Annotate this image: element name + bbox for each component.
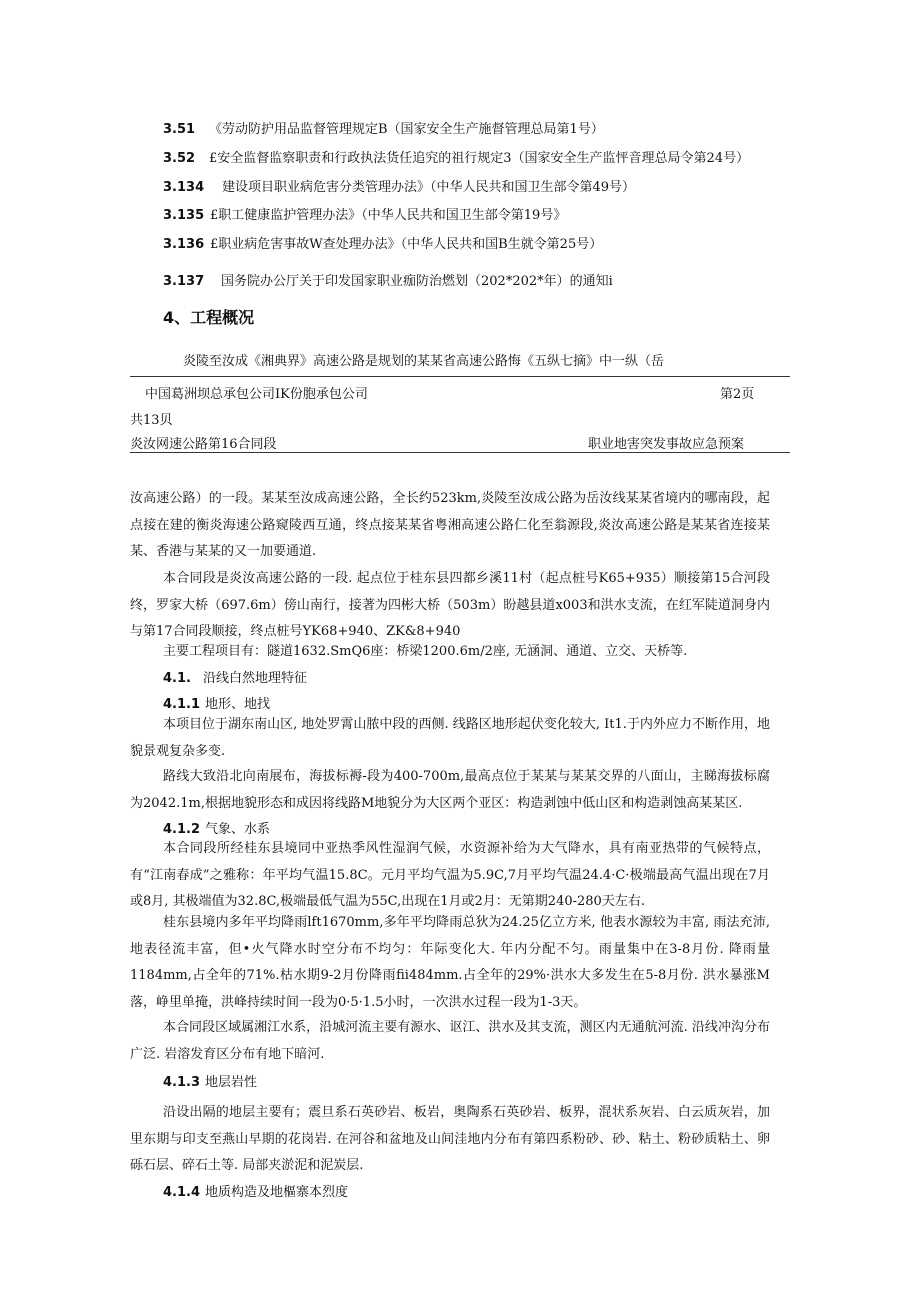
divider <box>130 452 790 453</box>
reference-item <box>163 204 566 223</box>
divider <box>130 376 790 377</box>
reference-text: 《劳动防护用品监督管理规定B（国家安全生产施督管理总局第1号） <box>209 122 604 137</box>
subsection-title: 地层岩性 <box>205 1075 258 1090</box>
subsection-number: 4.1.4 <box>163 1185 201 1200</box>
body-paragraph: 汝高速公路）的一段。某某至汝成高速公路，全长约523km,炎陵至汝成公路为岳汝线某某省境内的哪南段，起点接在建的衡炎海速公路窥陵西互通，终点接某某省粤湘高速公路仁化至翁源段,炎汝高速公路是某某省连接某某、香港与某某的又一加要通道. <box>130 491 770 559</box>
reference-text: £安全监督监察职责和行政执法货任追究的祖行规定3（国家安全生产监怦音理总局令第24号） <box>209 151 750 166</box>
body-paragraph: 本合同段所经桂东县境同中亚热季风性湿润气候，水资源补给为大气降水，具有南亚热带的气候特点，有“江南春成”之雅称：年平均气温15.8C。元月平均气温为5.9C,7月平均气温24.4·C·极端最高气温出现在7月或8月, 其极端值为32.8C,极端最低气温为55C,出现在1月或2月：无第期240-280天左右. <box>130 841 770 909</box>
subsection-number: 4.1.3 <box>163 1075 201 1090</box>
reference-number: 3.135 <box>163 208 205 223</box>
header-company: 中国葛洲坝总承包公司IK份胞承包公司 <box>145 387 368 402</box>
subsection-title: 气象、水系 <box>205 822 271 837</box>
subsection-heading <box>163 1181 348 1200</box>
subsection-heading <box>163 818 270 837</box>
subsection-title: 地形、地找 <box>205 697 271 712</box>
body-paragraph: 本合同段是炎汝高速公路的一段. 起点位于桂东县四都乡溪11村（起点桩号K65+935）顺接第15合河段终，罗家大桥（697.6m）傍山南行，接著为四彬大桥（503m）盼越县道x003和洪水支流，在红军陡道洞身内与第17合同段顺接，终点桩号YK68+940、ZK&8+940 <box>130 571 770 639</box>
subsection-heading <box>163 1071 257 1090</box>
subsection-number: 4.1. <box>163 671 191 686</box>
reference-number: 3.52 <box>163 151 196 166</box>
subsection-heading <box>163 693 270 712</box>
reference-text: £职工健康监护管理办法》（中华人民共和国卫生部令第19号》 <box>210 208 567 223</box>
reference-item <box>163 270 613 289</box>
subsection-number: 4.1.1 <box>163 697 201 712</box>
reference-number: 3.134 <box>163 180 205 195</box>
reference-text: 建设项目职业病危害分类管理办法》（中华人民共和国卫生部令第49号） <box>222 180 636 195</box>
reference-number: 3.137 <box>163 274 205 289</box>
reference-number: 3.136 <box>163 237 205 252</box>
header-contract: 炎汝网速公路第16合同段 <box>130 437 277 452</box>
header-total-pages: 共13贝 <box>130 413 173 428</box>
intro-paragraph: 炎陵至汝成《湘典界》高速公路是规划的某某省高速公路悔《五纵七摘》中一纵（岳 <box>183 354 665 369</box>
subsection-heading <box>163 667 307 686</box>
reference-item <box>163 233 602 252</box>
reference-text: 国务院办公厅关于印发国家职业痂防治燃划（202*202*年）的通知i <box>221 274 613 289</box>
body-paragraph: 路线大致沿北向南展布，海拔标褥-段为400-700m,最高点位于某某与某某交界的八面山，主睇海拔标腐为2042.1m,根据地貌形态和成因将线路M地貌分为大区两个亚区：构造剥蚀中低山区和构造剥蚀高某某区. <box>130 769 770 811</box>
reference-number: 3.51 <box>163 122 196 137</box>
section-heading: 4、工程概况 <box>163 308 255 327</box>
reference-item <box>163 176 635 195</box>
reference-text: £职业病危害事故W查处理办法》（中华人民共和国B生就令第25号） <box>210 237 603 252</box>
reference-item <box>163 147 749 166</box>
body-paragraph: 沿设出隔的地层主要有；震旦系石英砂岩、板岩，奥陶系石英砂岩、板界，混状系灰岩、白云质灰岩，加里东期与印支至燕山早期的花岗岩. 在河谷和盆地及山间洼地内分布有第四系粉砂、砂、粘土、粉砂质粘土、卵砾石层、碎石土等. 局部夹淤泥和泥炭层. <box>130 1105 770 1173</box>
body-paragraph: 本合同段区域属湘江水系，沿城河流主要有源水、讴江、洪水及其支流，测区内无通航河流. 沿线冲沟分布广泛. 岩溶发育区分布有地下暗河. <box>130 1020 770 1062</box>
subsection-title: 地质构造及地樞寨本烈度 <box>205 1185 349 1200</box>
body-paragraph: 桂东县境内多年平均降雨lft1670mm,多年平均降雨总狄为24.25亿立方米, 他表水源较为丰富, 雨法充沛, 地表径流丰富，但•火气降水时空分布不均匀：年际变化大. 年内分配不匀。雨量集中在3-8月份. 降雨量1184mm,占全年的71%.枯水期9-2月份降雨fii484mm.占全年的29%·洪水大多发生在5-8月份. 洪水暴涨M落，峥里单掩，洪峰持续时间一段为0·5·1.5小时，一次洪水过程一段为1-3天。 <box>130 915 770 1010</box>
body-paragraph: 本项目位于湖东南山区, 地处罗霄山脓中段的西侧. 线路区地形起伏变化较大, It1.于内外应力不断作用，地貌景观复杂多变. <box>130 717 770 759</box>
subsection-title: 沿线白然地理特征 <box>203 671 308 686</box>
header-page-number: 第2页 <box>720 387 755 402</box>
header-document-title: 职业地害突发事故应急预案 <box>588 437 745 452</box>
subsection-number: 4.1.2 <box>163 822 201 837</box>
body-paragraph: 主要工程项目有：隧道1632.SmQ6座：桥梁1200.6m/2座, 无涵洞、通道、立交、天桥等. <box>163 644 688 659</box>
reference-item <box>163 118 604 137</box>
